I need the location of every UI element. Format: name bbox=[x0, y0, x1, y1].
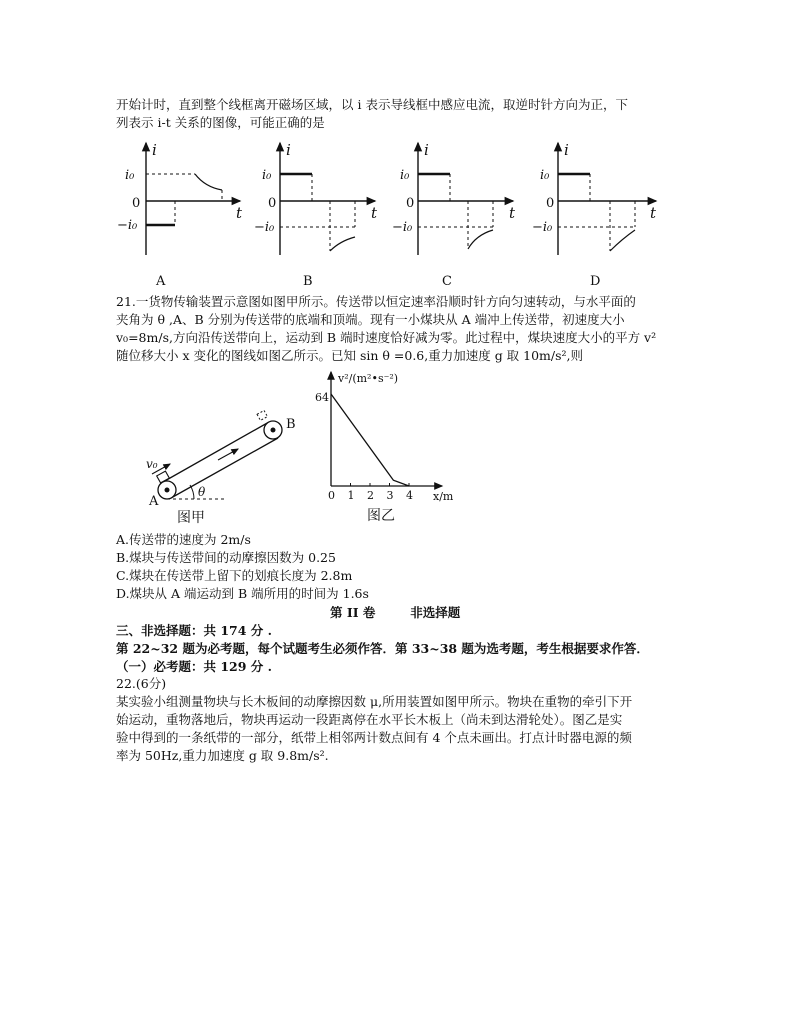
section-note: 第 22~32 题为必考题，每个试题考生必须作答．第 33~38 题为选考题，考生根据要求作答． bbox=[116, 641, 649, 656]
graph-a-i0: i₀ bbox=[125, 168, 135, 183]
label-a: A bbox=[149, 494, 159, 509]
graph-d-axis-t: t bbox=[650, 204, 657, 222]
graph-a-label: A bbox=[156, 274, 166, 289]
graph-b-i0: i₀ bbox=[262, 168, 272, 183]
x-tick-label-1: 1 bbox=[347, 489, 355, 502]
figure-jia-conveyor bbox=[140, 378, 330, 533]
label-b: B bbox=[286, 417, 296, 432]
graph-a-neg-i0: −i₀ bbox=[117, 218, 138, 233]
q21-line-1: 21.一货物传输装置示意图如图甲所示。传送带以恒定速率沿顺时针方向匀速转动，与水平面的 bbox=[116, 294, 636, 309]
graph-d-label: D bbox=[590, 274, 601, 289]
q22-line-4: 率为 50Hz,重力加速度 g 取 9.8m/s². bbox=[116, 748, 329, 763]
graph-c-label: C bbox=[442, 274, 452, 289]
caption-yi: 图乙 bbox=[367, 508, 395, 524]
x-tick-label-2: 2 bbox=[367, 489, 374, 502]
graph-c-i0: i₀ bbox=[400, 168, 410, 183]
option-d: D.煤块从 A 端运动到 B 端所用的时间为 1.6s bbox=[116, 586, 369, 601]
caption-jia: 图甲 bbox=[177, 510, 205, 526]
graph-b-axis-i: i bbox=[286, 141, 291, 159]
y-axis-label: v²/(m²•s⁻²) bbox=[338, 372, 399, 385]
graph-d-i0: i₀ bbox=[540, 168, 550, 183]
q21-line-3: v₀=8m/s,方向沿传送带向上，运动到 B 端时速度恰好减为零。此过程中，煤块速度大小的平方 v² bbox=[116, 330, 657, 345]
v2-series-line bbox=[331, 394, 409, 486]
option-a: A.传送带的速度为 2m/s bbox=[116, 532, 251, 547]
q22-line-2: 始运动，重物落地后，物块再运动一段距离停在水平长木板上（尚未到达滑轮处）。图乙是实 bbox=[116, 712, 623, 727]
label-v0: v₀ bbox=[146, 457, 158, 471]
x-axis-label: x/m bbox=[433, 490, 454, 503]
graph-d-axis-i: i bbox=[564, 141, 569, 159]
graph-c-neg-i0: −i₀ bbox=[392, 220, 413, 235]
figure-yi-chart bbox=[310, 368, 470, 528]
graph-b bbox=[254, 141, 378, 289]
graph-a-zero: 0 bbox=[132, 196, 141, 211]
graph-b-axis-t: t bbox=[371, 204, 378, 222]
q21-line-4: 随位移大小 x 变化的图线如图乙所示。已知 sin θ =0.6,重力加速度 g 取 10m/s²,则 bbox=[116, 348, 584, 363]
graph-b-neg-i0: −i₀ bbox=[254, 220, 275, 235]
x-tick-label-3: 3 bbox=[386, 489, 394, 502]
x-tick-label-0: 0 bbox=[328, 489, 335, 502]
x-tick-label-4: 4 bbox=[406, 489, 413, 502]
graph-c-axis-i: i bbox=[424, 141, 429, 159]
section-heading: 三、非选择题：共 174 分 . bbox=[116, 623, 273, 638]
option-b: B.煤块与传送带间的动摩擦因数为 0.25 bbox=[116, 550, 336, 565]
graph-c bbox=[392, 141, 516, 289]
q22-number: 22.(6分) bbox=[116, 676, 167, 691]
q21-line-2: 夹角为 θ ,A、B 分别为传送带的底端和顶端。现有一小煤块从 A 端冲上传送带，初速度大小 bbox=[116, 312, 625, 327]
graph-b-zero: 0 bbox=[268, 196, 277, 211]
graph-a bbox=[117, 141, 243, 289]
graph-a-axis-t: t bbox=[236, 204, 243, 222]
graph-b-label: B bbox=[303, 274, 313, 289]
graph-c-zero: 0 bbox=[406, 196, 415, 211]
y-tick-64: 64 bbox=[315, 391, 329, 404]
graph-c-axis-t: t bbox=[509, 204, 516, 222]
q22-line-3: 验中得到的一条纸带的一部分，纸带上相邻两计数点间有 4 个点未画出。打点计时器电源的频 bbox=[116, 730, 632, 745]
graph-d-neg-i0: −i₀ bbox=[532, 220, 553, 235]
graph-a-axis-i: i bbox=[152, 141, 157, 159]
section-title: 第 II 卷 非选择题 bbox=[330, 605, 461, 620]
option-c: C.煤块在传送带上留下的划痕长度为 2.8m bbox=[116, 568, 353, 583]
label-theta: θ bbox=[198, 485, 206, 499]
section-sub: （一）必考题：共 129 分 . bbox=[116, 659, 273, 674]
graph-options-figure bbox=[0, 135, 794, 305]
q22-line-1: 某实验小组测量物块与长木板间的动摩擦因数 μ,所用装置如图甲所示。物块在重物的牵引下开 bbox=[116, 694, 633, 709]
intro-line-2: 列表示 i-t 关系的图像，可能正确的是 bbox=[116, 115, 325, 130]
graph-d bbox=[532, 141, 657, 289]
graph-d-zero: 0 bbox=[546, 196, 555, 211]
intro-line-1: 开始计时，直到整个线框离开磁场区域，以 i 表示导线框中感应电流，取逆时针方向为正，下 bbox=[116, 97, 628, 112]
